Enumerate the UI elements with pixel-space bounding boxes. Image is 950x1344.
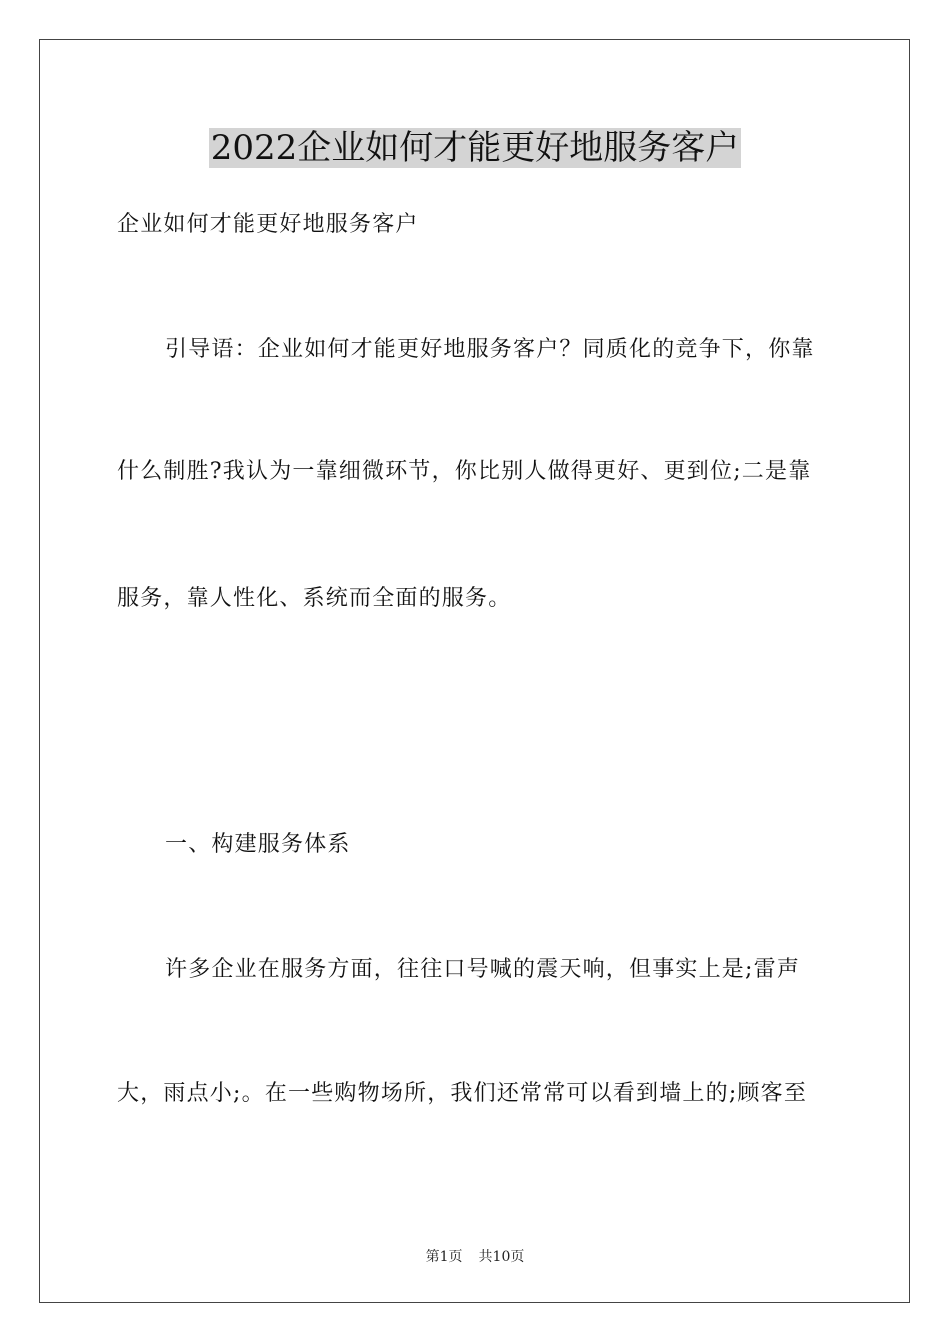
paragraph-line: 许多企业在服务方面，往往口号喊的震天响，但事实上是;雷声	[165, 957, 801, 982]
page-number-current: 第1页	[425, 1249, 463, 1265]
paragraph-line: 大，雨点小;。在一些购物场所，我们还常常可以看到墙上的;顾客至	[117, 1081, 808, 1106]
subtitle-line: 企业如何才能更好地服务客户	[117, 212, 419, 237]
document-title	[0, 126, 950, 170]
paragraph-line: 引导语：企业如何才能更好地服务客户？同质化的竞争下，你靠	[165, 337, 815, 362]
page-number-total: 共10页	[478, 1249, 525, 1265]
page-footer	[0, 1248, 950, 1266]
paragraph-line: 什么制胜?我认为一靠细微环节，你比别人做得更好、更到位;二是靠	[117, 459, 812, 484]
document-title-text: 2022企业如何才能更好地服务客户	[210, 128, 740, 168]
section-heading: 一、构建服务体系	[165, 832, 351, 857]
paragraph-line: 服务，靠人性化、系统而全面的服务。	[117, 586, 512, 611]
